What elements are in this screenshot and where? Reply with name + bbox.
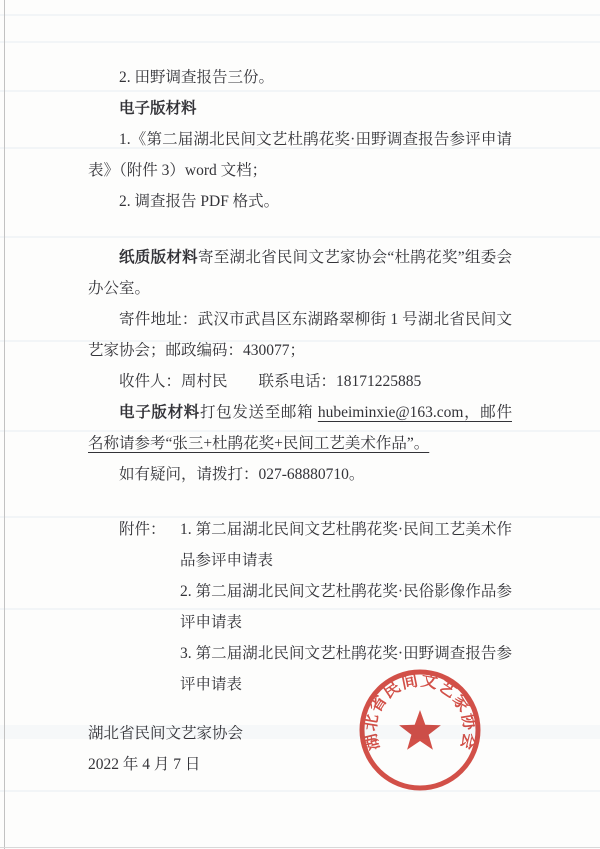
para-questions-hotline: 如有疑问，请拨打：027-68880710。 bbox=[119, 466, 365, 483]
scan-artifact bbox=[0, 14, 600, 16]
signature-organization: 湖北省民间文艺家协会 bbox=[88, 725, 244, 742]
email-address-underlined: hubeiminxie@163.com，邮件名称请参考“张三+杜鹃花奖+民间工艺美术作品”。 bbox=[88, 404, 512, 452]
paper-materials-text: 寄至湖北省民间文艺家协会“杜鹃花奖”组委会办公室。 bbox=[88, 249, 512, 297]
official-red-seal bbox=[354, 664, 486, 796]
signature-date: 2022 年 4 月 7 日 bbox=[88, 756, 201, 773]
para-email-submission bbox=[88, 397, 512, 459]
electronic-materials-label: 电子版材料 bbox=[119, 404, 200, 421]
para-recipient-phone: 收件人：周村民 联系电话：18171225885 bbox=[119, 373, 422, 390]
para-field-reports: 2. 田野调查报告三份。 bbox=[119, 69, 275, 86]
seal-star-icon bbox=[399, 710, 441, 750]
attachment-item: 1. 第二届湖北民间文艺杜鹃花奖·民间工艺美术作品参评申请表 bbox=[180, 521, 512, 569]
scan-artifact bbox=[0, 41, 600, 43]
scan-edge-line bbox=[4, 0, 5, 849]
scan-artifact bbox=[0, 790, 600, 792]
para-pdf-format: 2. 调查报告 PDF 格式。 bbox=[119, 193, 280, 210]
attachment-item: 2. 第二届湖北民间文艺杜鹃花奖·民俗影像作品参评申请表 bbox=[180, 583, 512, 631]
seal-arc-text: 湖北省民间文艺家协会 bbox=[360, 670, 480, 753]
attachment-item: 3. 第二届湖北民间文艺杜鹃花奖·田野调查报告参评申请表 bbox=[180, 645, 512, 693]
para-application-form: 1.《第二届湖北民间文艺杜鹃花奖·田野调查报告参评申请表》（附件 3）word 文档； bbox=[88, 131, 512, 179]
para-mailing-address: 寄件地址：武汉市武昌区东湖路翠柳街 1 号湖北省民间文艺家协会；邮政编码：430077； bbox=[88, 311, 512, 359]
attachments-label: 附件： bbox=[119, 521, 166, 538]
heading-electronic-materials: 电子版材料 bbox=[119, 100, 197, 117]
email-submission-text: 打包发送至邮箱 bbox=[199, 404, 318, 421]
paper-materials-label: 纸质版材料 bbox=[119, 249, 198, 266]
para-paper-materials bbox=[88, 242, 512, 304]
scan-bottom-line bbox=[0, 847, 600, 848]
